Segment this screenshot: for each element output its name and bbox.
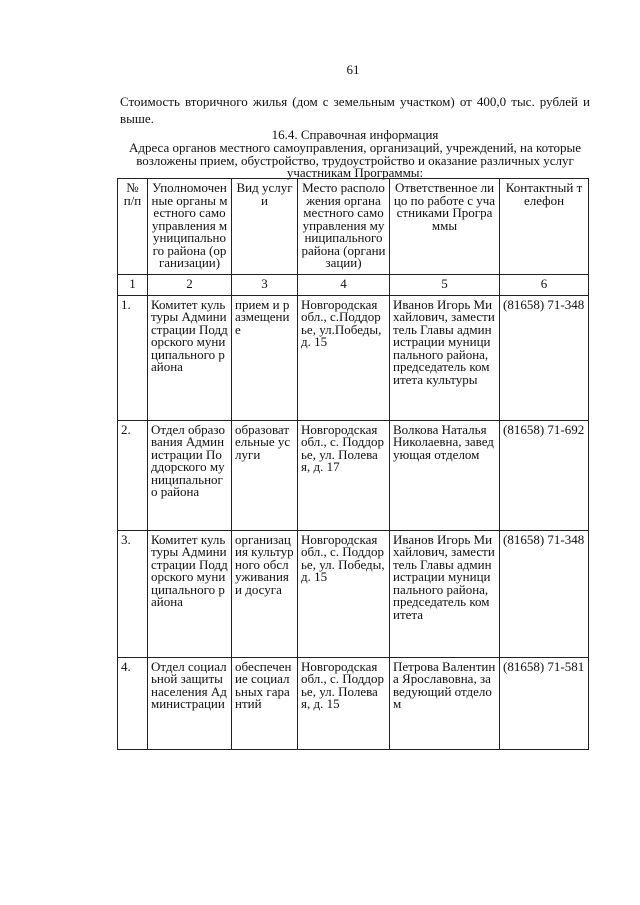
row-responsible: Иванов Игорь Михайлович, заместитель Главы администрации муниципального района, председатель комитета культуры xyxy=(390,295,500,420)
header-phone: Контактный телефон xyxy=(500,179,589,275)
section-title: 16.4. Справочная информация xyxy=(271,127,439,142)
row-org: Комитет культуры Администрации Поддорского муниципального района xyxy=(148,295,232,420)
column-number: 1 xyxy=(118,274,148,295)
row-service: организация культурного обслуживания и досуга xyxy=(232,530,298,657)
header-service: Вид услуги xyxy=(232,179,298,275)
row-num: 1. xyxy=(118,295,148,420)
table-row xyxy=(118,420,589,530)
row-service: прием и размещение xyxy=(232,295,298,420)
row-num: 3. xyxy=(118,530,148,657)
row-phone: (81658) 71-348 xyxy=(500,530,589,657)
header-responsible: Ответственное лицо по работе с участниками Программы xyxy=(390,179,500,275)
intro-paragraph: Стоимость вторичного жилья (дом с земельным участком) от 400,0 тыс. рублей и выше. xyxy=(120,94,590,126)
row-responsible: Иванов Игорь Михайлович, заместитель Главы администрации муниципального района, председатель комитета xyxy=(390,530,500,657)
row-location: Новгородская обл., с.Поддорье, ул.Победы, д. 15 xyxy=(298,295,390,420)
column-number: 3 xyxy=(232,274,298,295)
row-phone: (81658) 71-581 xyxy=(500,657,589,749)
row-num: 4. xyxy=(118,657,148,749)
row-org: Отдел социальной защиты населения Администрации xyxy=(148,657,232,749)
table-row xyxy=(118,530,589,657)
header-num: № п/п xyxy=(118,179,148,275)
row-responsible: Петрова Валентина Ярославовна, заведующий отделом xyxy=(390,657,500,749)
page-number: 61 xyxy=(346,62,360,77)
header-location: Место расположения органа местного самоуправления муниципального района (организации) xyxy=(298,179,390,275)
row-location: Новгородская обл., с. Поддорье, ул. Полевая, д. 15 xyxy=(298,657,390,749)
header-org: Уполномоченные органы местного самоуправления муниципального района (организации) xyxy=(148,179,232,275)
table-row xyxy=(118,657,589,749)
column-number: 4 xyxy=(298,274,390,295)
table-row xyxy=(118,295,589,420)
row-phone: (81658) 71-692 xyxy=(500,420,589,530)
contacts-table xyxy=(117,178,589,750)
row-org: Отдел образования Администрации Поддорского муниципального района xyxy=(148,420,232,530)
row-service: обеспечение социальных гарантий xyxy=(232,657,298,749)
row-responsible: Волкова Наталья Николаевна, заведующая отделом xyxy=(390,420,500,530)
column-number: 2 xyxy=(148,274,232,295)
column-number-row xyxy=(118,274,589,295)
row-org: Комитет культуры Администрации Поддорского муниципального района xyxy=(148,530,232,657)
row-phone: (81658) 71-348 xyxy=(500,295,589,420)
column-number: 5 xyxy=(390,274,500,295)
column-number: 6 xyxy=(500,274,589,295)
row-num: 2. xyxy=(118,420,148,530)
section-subtitle: Адреса органов местного самоуправления, организаций, учреждений, на которые возложены прием, обустройство, трудоустройство и оказание различных услуг участникам Программы: xyxy=(128,140,582,180)
row-service: образовательные услуги xyxy=(232,420,298,530)
row-location: Новгородская обл., с. Поддорье, ул. Полевая, д. 17 xyxy=(298,420,390,530)
table-header-row xyxy=(118,179,589,275)
row-location: Новгородская обл., с. Поддорье, ул. Победы, д. 15 xyxy=(298,530,390,657)
